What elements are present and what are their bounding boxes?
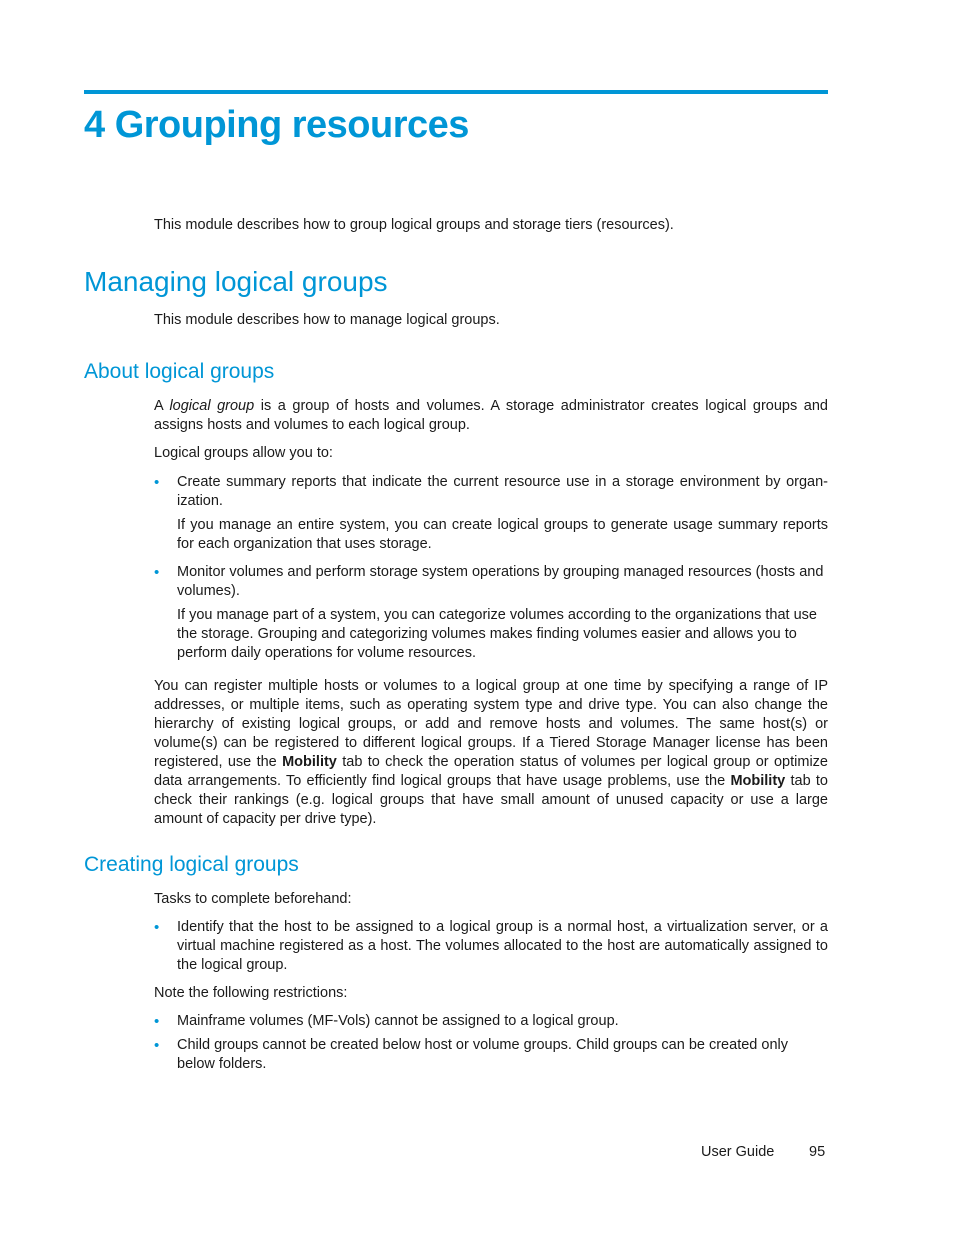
- subsection-heading-about: About logical groups: [84, 360, 275, 383]
- bullet-text: • Identify that the host to be assigned to a logical group is a normal host, a virtualization server, or a virtual machine registered as a host. The volumes allocated to the host are automatically assigned to the logical group.: [177, 919, 828, 973]
- creating-body: [154, 890, 828, 1074]
- chapter-rule: [84, 90, 828, 94]
- about-paragraph: [154, 677, 828, 829]
- chapter-title: 4 Grouping resources: [84, 104, 469, 146]
- paragraph-part: tab to check their rankings (e.g. logical groups that have small amount of unused capacity or use a large amount of capacity per drive type).: [154, 773, 828, 827]
- subsection-heading-creating: Creating logical groups: [84, 853, 299, 876]
- list-item: [154, 1036, 828, 1074]
- logical-group-definition: [154, 397, 828, 435]
- tasks-intro: Tasks to complete beforehand:: [154, 891, 352, 907]
- definition-term: logical group: [169, 398, 255, 414]
- definition-suffix: is a group of hosts and volumes. A storage administrator creates logical groups and assigns hosts and volumes to each logical group.: [154, 398, 828, 433]
- about-body: [154, 397, 828, 829]
- bullet-subtext: If you manage part of a system, you can categorize volumes according to the organizations that use the storage. Grouping and categorizing volumes makes finding volumes easier and allows you to perform daily operations for volume resources.: [177, 607, 817, 661]
- chapter-intro-text: This module describes how to group logical groups and storage tiers (resources).: [154, 217, 674, 233]
- list-item: [154, 918, 828, 975]
- list-item: [154, 473, 828, 554]
- list-item: [154, 563, 828, 663]
- restrictions-intro: Note the following restrictions:: [154, 985, 348, 1001]
- mobility-tab-ref: Mobility: [730, 773, 786, 789]
- section-heading-managing: Managing logical groups: [84, 266, 388, 297]
- chapter-intro: [154, 216, 828, 235]
- footer-label: User Guide: [701, 1144, 775, 1160]
- bullet-subtext: If you manage an entire system, you can create logical groups to generate usage summary reports for each organization that uses storage.: [177, 517, 828, 552]
- bullet-text: • Mainframe volumes (MF-Vols) cannot be assigned to a logical group.: [177, 1013, 619, 1029]
- page-number: 95: [809, 1144, 826, 1160]
- managing-intro-text: This module describes how to manage logical groups.: [154, 312, 500, 328]
- paragraph-part: You can register multiple hosts or volumes to a logical group at one time by specifying a range of IP addresses, or multiple items, such as operating system type and drive type. You can also change the hierarchy of existing logical groups, or add and remove hosts and volumes. The same host(s) or volume(s) can be registered to different logical groups. If a Tiered Storage Manager license has been registered, use the: [154, 678, 828, 770]
- paragraph-part: tab to check the operation status of volumes per logical group or optimize data arrangements. To efficiently find logical groups that have usage problems, use the: [154, 754, 828, 789]
- mobility-tab-ref: Mobility: [282, 754, 337, 770]
- bullet-text: • Create summary reports that indicate the current resource use in a storage environment by organ-ization.: [177, 474, 828, 509]
- bullet-text: • Monitor volumes and perform storage system operations by grouping managed resources (hosts and volumes).: [177, 564, 824, 599]
- bullet-text: • Child groups cannot be created below host or volume groups. Child groups can be created only below folders.: [177, 1037, 788, 1072]
- list-item: [154, 1012, 828, 1031]
- allow-intro: Logical groups allow you to:: [154, 445, 333, 461]
- managing-intro: [154, 311, 828, 330]
- definition-prefix: A: [154, 398, 170, 414]
